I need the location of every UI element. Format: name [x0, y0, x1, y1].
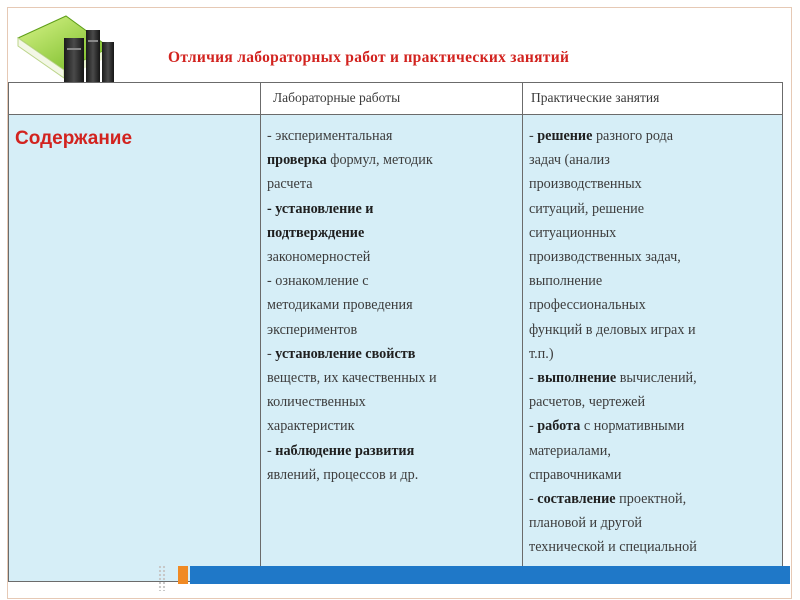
text: проектной,: [615, 491, 687, 508]
text: ситуаций, решение: [529, 200, 645, 217]
cell-line: [267, 245, 437, 269]
text: экспериментов: [267, 321, 358, 338]
text: т.п.): [529, 345, 554, 362]
text: выполнение: [529, 273, 603, 290]
cell-line: [267, 463, 437, 487]
cell-line: [267, 342, 437, 366]
text: веществ, их качественных и: [267, 370, 437, 387]
text: формул, методик: [326, 152, 433, 169]
text: -: [267, 442, 276, 459]
cell-line: [529, 366, 697, 390]
cell-line: [529, 245, 697, 269]
text: -: [529, 128, 538, 144]
text: профессиональных: [529, 297, 646, 314]
cell-line: [529, 342, 697, 366]
cell-line: [267, 172, 437, 196]
text: - экспериментальная: [267, 128, 393, 144]
text: с нормативными: [580, 418, 685, 435]
page-title: Отличия лабораторных работ и практических занятий: [168, 49, 570, 66]
cell-line: [529, 414, 697, 438]
cell-line: [267, 148, 437, 172]
cell-line: [267, 439, 437, 463]
lab-work-cell: [267, 124, 437, 487]
header-cell-practice: Практические занятия: [531, 90, 660, 105]
text: функций в деловых играх и: [529, 321, 696, 338]
text: -: [267, 345, 276, 362]
text: плановой и другой: [529, 515, 643, 532]
table-row: [9, 115, 782, 581]
cell-line: [267, 414, 437, 438]
cell-line: [267, 221, 437, 245]
cell-line: [529, 221, 697, 245]
cell-line: [529, 487, 697, 511]
text: закономерностей: [267, 249, 371, 266]
cell-line: [529, 148, 697, 172]
text: расчета: [267, 176, 313, 193]
text: ситуационных: [529, 224, 617, 241]
text: расчетов, чертежей: [529, 394, 646, 411]
comparison-table: [8, 82, 783, 582]
footer-accent-blue: [190, 566, 790, 584]
text: справочниками: [529, 466, 622, 483]
bold-text: выполнение: [537, 370, 617, 387]
text: -: [529, 370, 538, 387]
text: -: [529, 418, 538, 435]
cell-line: [529, 535, 697, 559]
footer-dots: [158, 565, 166, 591]
text: характеристик: [267, 418, 355, 435]
bold-text: - установление и: [267, 200, 374, 217]
cell-line: [529, 318, 697, 342]
cell-line: [267, 197, 437, 221]
table-header-row: [9, 83, 782, 115]
cell-line: [529, 463, 697, 487]
text: производственных: [529, 176, 642, 193]
bold-text: наблюдение развития: [275, 442, 415, 459]
header-cell-lab: Лабораторные работы: [273, 90, 401, 105]
column-divider: [522, 83, 523, 581]
text: количественных: [267, 394, 366, 411]
cell-line: [529, 390, 697, 414]
cell-line: [267, 269, 437, 293]
bold-text: решение: [537, 128, 593, 144]
text: -: [529, 491, 538, 508]
text: производственных задач,: [529, 249, 681, 266]
bold-text: проверка: [267, 152, 327, 169]
cell-line: [267, 318, 437, 342]
text: технической и специальной: [529, 539, 697, 556]
practice-cell: [529, 124, 697, 584]
text: материалами,: [529, 442, 611, 459]
cell-line: [529, 124, 697, 148]
footer-accent-orange: [178, 566, 188, 584]
bold-text: работа: [537, 418, 581, 435]
row-label: Содержание: [15, 128, 133, 149]
text: методиками проведения: [267, 297, 413, 314]
text: вычислений,: [616, 370, 697, 387]
cell-line: [267, 293, 437, 317]
text: - ознакомление с: [267, 273, 369, 290]
cell-line: [529, 293, 697, 317]
cell-line: [529, 172, 697, 196]
cell-line: [267, 366, 437, 390]
cell-line: [529, 439, 697, 463]
column-divider: [260, 83, 261, 581]
bold-text: установление свойств: [275, 345, 416, 362]
cell-line: [267, 124, 437, 148]
bold-text: подтверждение: [267, 224, 365, 241]
text: явлений, процессов и др.: [267, 466, 419, 483]
cell-line: [529, 511, 697, 535]
cell-line: [529, 197, 697, 221]
cell-line: [267, 390, 437, 414]
text: задач (анализ: [529, 152, 610, 169]
text: разного рода: [592, 128, 674, 144]
cell-line: [529, 269, 697, 293]
bold-text: составление: [537, 491, 616, 508]
